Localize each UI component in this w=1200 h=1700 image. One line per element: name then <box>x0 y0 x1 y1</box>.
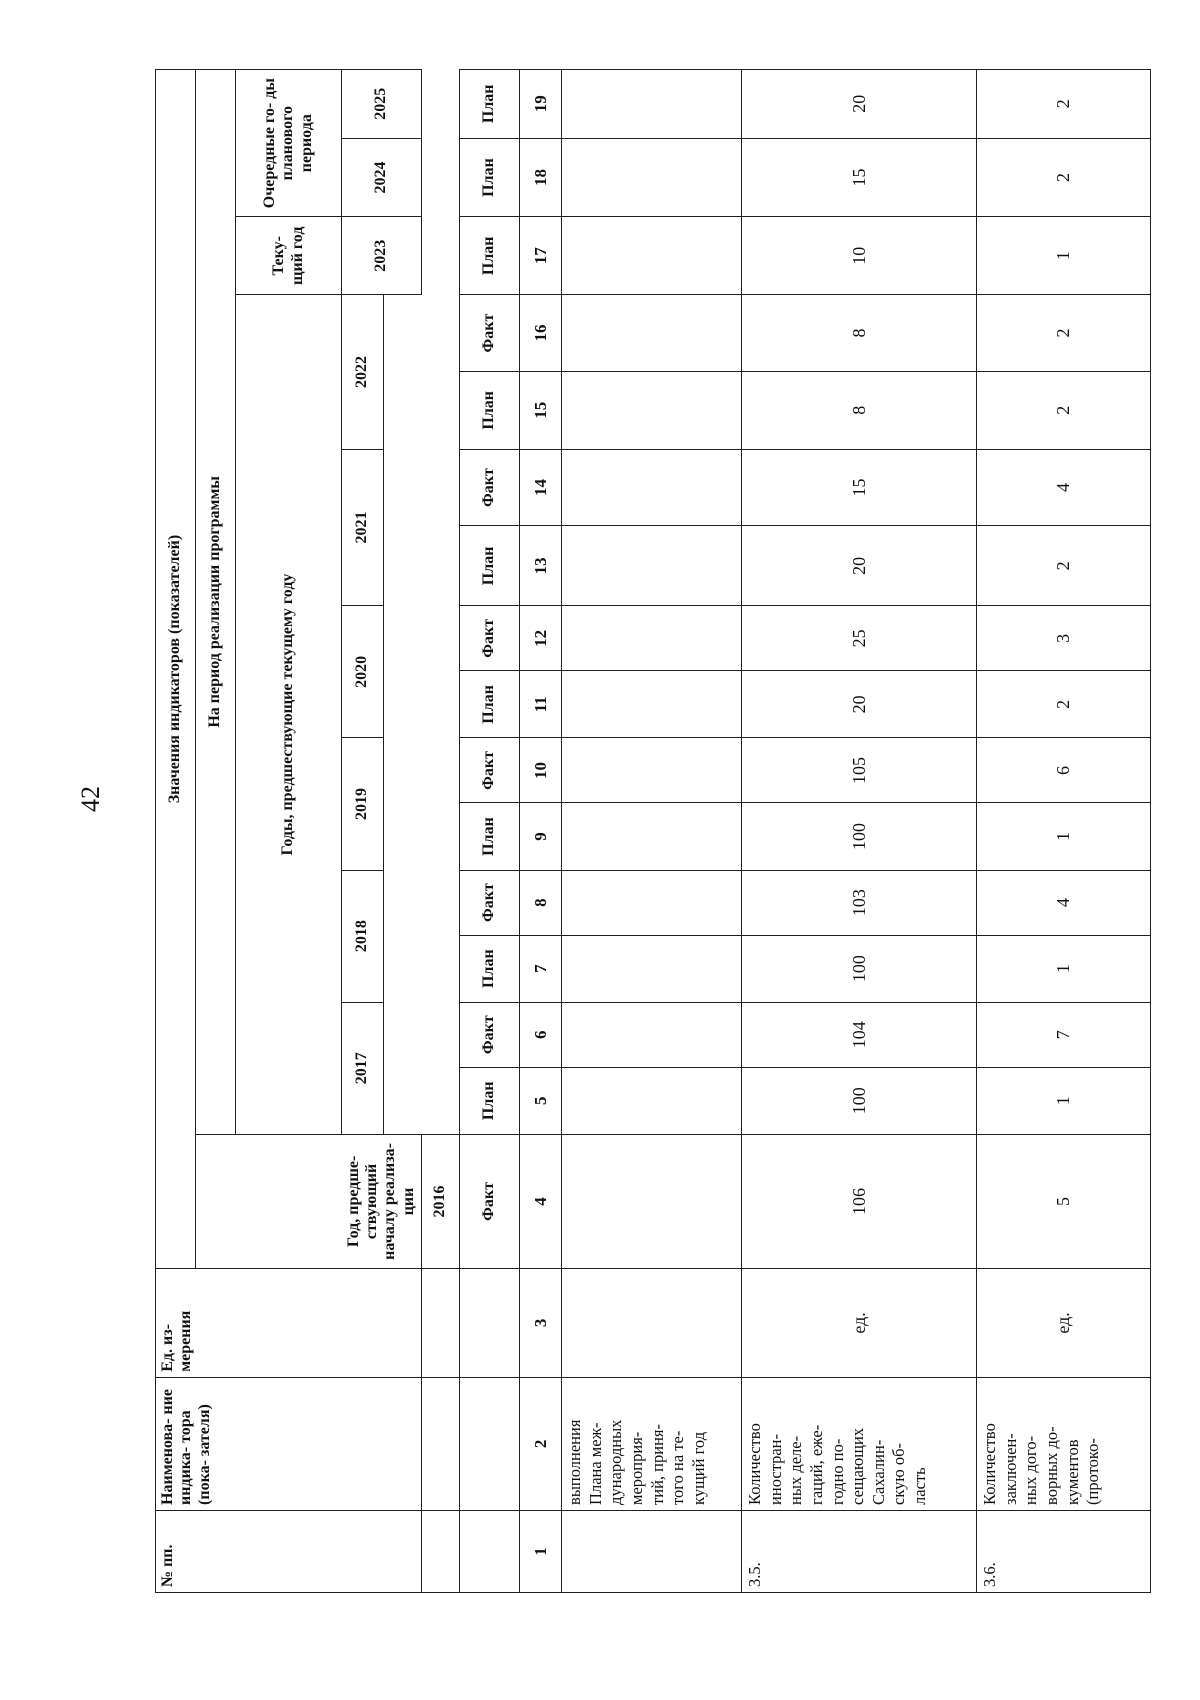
value-cell: 105 <box>742 738 977 803</box>
indicator-table <box>155 69 1151 1593</box>
year-2016: 2016 <box>422 1134 460 1268</box>
header-preceding-years: Годы, предшествующие текущему году <box>236 295 342 1135</box>
table-row <box>742 70 977 1593</box>
unit-cell: ед. <box>977 1269 1151 1378</box>
value-cell: 15 <box>742 138 977 217</box>
value-cell: 25 <box>742 606 977 671</box>
unit-cell <box>562 1269 742 1378</box>
column-number: 10 <box>520 738 562 803</box>
row-no: 3.5. <box>742 1510 977 1592</box>
label-fact: Факт <box>460 870 520 935</box>
label-fact: Факт <box>460 449 520 526</box>
value-cell: 100 <box>742 935 977 1002</box>
year-2022: 2022 <box>342 295 384 450</box>
value-cell: 100 <box>742 1067 977 1134</box>
value-cell: 15 <box>742 449 977 526</box>
value-cell: 1 <box>977 935 1151 1002</box>
column-number: 19 <box>520 70 562 139</box>
indicator-name: Количество иностран- ных деле- гаций, еже- годно по- сещающих Сахалин- скую об- ласть <box>742 1377 977 1510</box>
header-program-period: На период реализации программы <box>196 70 236 1135</box>
value-cell: 106 <box>742 1134 977 1268</box>
year-2023: 2023 <box>342 217 422 295</box>
value-cell: 8 <box>742 295 977 372</box>
label-fact: Факт <box>460 606 520 671</box>
value-cell: 6 <box>977 738 1151 803</box>
value-cell: 2 <box>977 371 1151 449</box>
value-cell: 2 <box>977 295 1151 372</box>
label-plan: План <box>460 671 520 738</box>
column-number: 1 <box>520 1510 562 1592</box>
label-fact: Факт <box>460 1002 520 1067</box>
year-2020: 2020 <box>342 606 384 738</box>
unit-cell: ед. <box>742 1269 977 1378</box>
indicator-name: выполнения Плана меж- дународных мероприя- тий, приня- того на те- кущий год <box>562 1377 742 1510</box>
value-cell: 2 <box>977 70 1151 139</box>
value-cell: 2 <box>977 526 1151 606</box>
value-cell: 20 <box>742 526 977 606</box>
value-cell <box>562 1067 742 1134</box>
row-no <box>562 1510 742 1592</box>
value-cell: 103 <box>742 870 977 935</box>
value-cell <box>562 449 742 526</box>
column-number: 18 <box>520 138 562 217</box>
value-cell <box>562 671 742 738</box>
label-plan: План <box>460 217 520 295</box>
column-number: 13 <box>520 526 562 606</box>
column-number: 3 <box>520 1269 562 1378</box>
value-cell: 7 <box>977 1002 1151 1067</box>
indicator-name: Количество заключен- ных дого- ворных до- кументов (протоко- <box>977 1377 1151 1510</box>
label-plan: План <box>460 1067 520 1134</box>
value-cell: 3 <box>977 606 1151 671</box>
value-cell: 5 <box>977 1134 1151 1268</box>
table-row <box>977 70 1151 1593</box>
value-cell <box>562 935 742 1002</box>
value-cell: 8 <box>742 371 977 449</box>
value-cell: 20 <box>742 70 977 139</box>
value-cell: 2 <box>977 138 1151 217</box>
column-number: 2 <box>520 1377 562 1510</box>
column-number: 9 <box>520 803 562 870</box>
page-number: 42 <box>76 786 105 812</box>
value-cell <box>562 738 742 803</box>
label-plan: План <box>460 138 520 217</box>
header-planning-years: Очередные го- ды планового периода <box>236 70 342 217</box>
value-cell <box>562 526 742 606</box>
value-cell: 4 <box>977 870 1151 935</box>
year-2021: 2021 <box>342 449 384 606</box>
column-number: 12 <box>520 606 562 671</box>
column-number: 6 <box>520 1002 562 1067</box>
label-plan: План <box>460 371 520 449</box>
label-fact: Факт <box>460 738 520 803</box>
value-cell: 1 <box>977 217 1151 295</box>
indicator-table-rotated <box>155 69 1103 1593</box>
column-number: 16 <box>520 295 562 372</box>
value-cell <box>562 870 742 935</box>
column-number: 17 <box>520 217 562 295</box>
year-2017: 2017 <box>342 1002 384 1134</box>
column-number: 5 <box>520 1067 562 1134</box>
year-2018: 2018 <box>342 870 384 1002</box>
year-2025: 2025 <box>342 70 422 139</box>
header-indicator-name: Наименова- ние индика- тора (пока- зателя) <box>156 1377 422 1510</box>
column-number: 11 <box>520 671 562 738</box>
value-cell <box>562 70 742 139</box>
column-number: 4 <box>520 1134 562 1268</box>
header-prev-year: Год, предше- ствующий началу реализа- ции <box>342 1134 422 1268</box>
header-unit: Ед. из- мерения <box>156 1269 422 1378</box>
label-fact: Факт <box>460 295 520 372</box>
value-cell <box>562 803 742 870</box>
value-cell: 20 <box>742 671 977 738</box>
value-cell <box>562 138 742 217</box>
value-cell <box>562 1002 742 1067</box>
value-cell: 104 <box>742 1002 977 1067</box>
label-plan: План <box>460 935 520 1002</box>
column-number: 8 <box>520 870 562 935</box>
year-2024: 2024 <box>342 138 422 217</box>
value-cell <box>562 371 742 449</box>
header-no: № пп. <box>156 1510 422 1592</box>
value-cell <box>562 1134 742 1268</box>
value-cell: 4 <box>977 449 1151 526</box>
value-cell: 1 <box>977 1067 1151 1134</box>
label-plan: План <box>460 70 520 139</box>
table-row <box>562 70 742 1593</box>
label-plan: План <box>460 803 520 870</box>
column-number: 7 <box>520 935 562 1002</box>
value-cell <box>562 295 742 372</box>
column-number: 14 <box>520 449 562 526</box>
column-number: 15 <box>520 371 562 449</box>
row-no: 3.6. <box>977 1510 1151 1592</box>
value-cell <box>562 217 742 295</box>
value-cell: 10 <box>742 217 977 295</box>
value-cell: 100 <box>742 803 977 870</box>
year-2019: 2019 <box>342 738 384 870</box>
value-cell: 1 <box>977 803 1151 870</box>
value-cell <box>562 606 742 671</box>
header-indicator-values: Значения индикаторов (показателей) <box>156 70 196 1269</box>
label-plan: План <box>460 526 520 606</box>
header-current-year: Теку- щий год <box>236 217 342 295</box>
value-cell: 2 <box>977 671 1151 738</box>
label-fact: Факт <box>460 1134 520 1268</box>
column-number-row <box>520 70 562 1593</box>
